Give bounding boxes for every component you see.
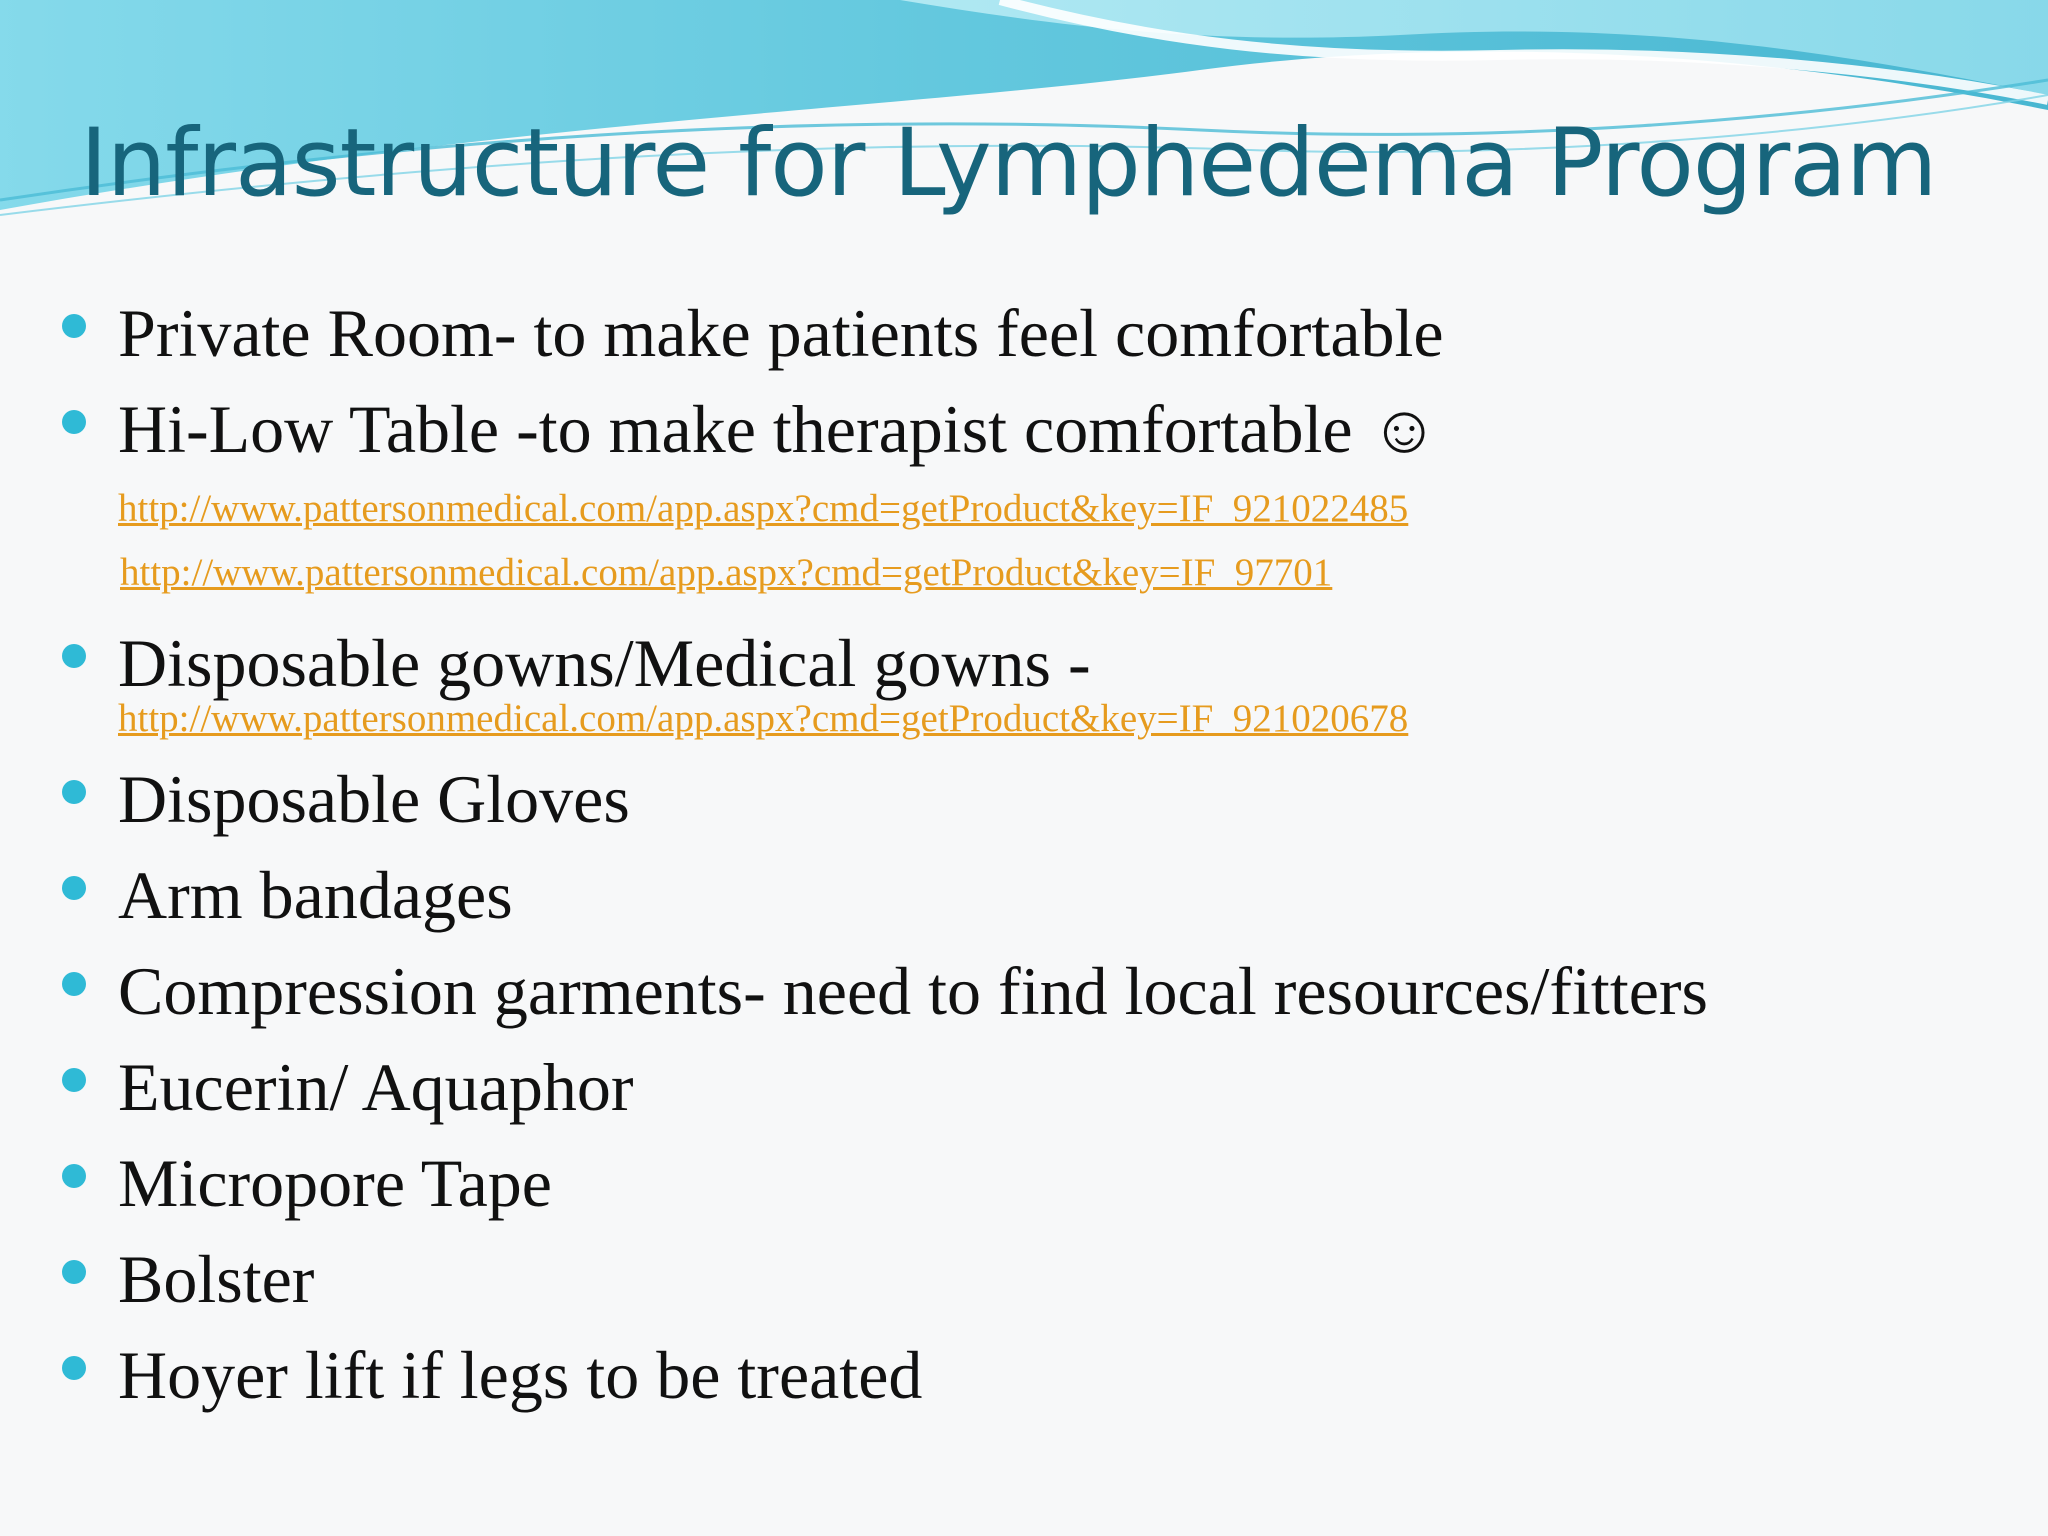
list-item-text: Eucerin/ Aquaphor	[118, 1049, 634, 1125]
product-link[interactable]: http://www.pattersonmedical.com/app.aspx?cmd=getProduct&key=IF_921020678	[118, 697, 1409, 740]
list-item	[60, 1231, 2020, 1327]
list-item	[60, 847, 2020, 943]
bullet-icon	[62, 410, 86, 434]
product-link[interactable]: http://www.pattersonmedical.com/app.aspx?cmd=getProduct&key=IF_921022485	[118, 487, 1409, 530]
bullet-icon	[62, 1068, 86, 1092]
list-item-text: Bolster	[118, 1241, 315, 1317]
list-item-text: Disposable gowns/Medical gowns -	[118, 625, 1091, 701]
list-item-text: Compression garments- need to find local resources/fitters	[118, 953, 1708, 1029]
slide-title: Infrastructure for Lymphedema Program	[80, 109, 1937, 218]
bullet-icon	[62, 644, 86, 668]
list-item-text: Disposable Gloves	[118, 761, 630, 837]
product-link[interactable]: http://www.pattersonmedical.com/app.aspx?cmd=getProduct&key=IF_97701	[120, 551, 1333, 594]
list-item	[60, 751, 2020, 847]
list-item-text: Micropore Tape	[118, 1145, 552, 1221]
list-item	[60, 615, 2020, 751]
bullet-list	[60, 285, 2020, 1423]
list-item-text: Arm bandages	[118, 857, 513, 933]
bullet-icon	[62, 972, 86, 996]
bullet-icon	[62, 1260, 86, 1284]
bullet-icon	[62, 780, 86, 804]
list-item	[60, 1327, 2020, 1423]
bullet-icon	[62, 876, 86, 900]
list-item	[60, 943, 2020, 1039]
bullet-icon	[62, 1356, 86, 1380]
bullet-icon	[62, 314, 86, 338]
list-item	[60, 381, 2020, 605]
list-item	[60, 285, 2020, 381]
bullet-icon	[62, 1164, 86, 1188]
list-item-text: Hoyer lift if legs to be treated	[118, 1337, 923, 1413]
list-item-text: Private Room- to make patients feel comfortable	[118, 295, 1444, 371]
list-item	[60, 1135, 2020, 1231]
list-item	[60, 1039, 2020, 1135]
list-item-text: Hi-Low Table -to make therapist comfortable ☺	[118, 391, 1439, 467]
